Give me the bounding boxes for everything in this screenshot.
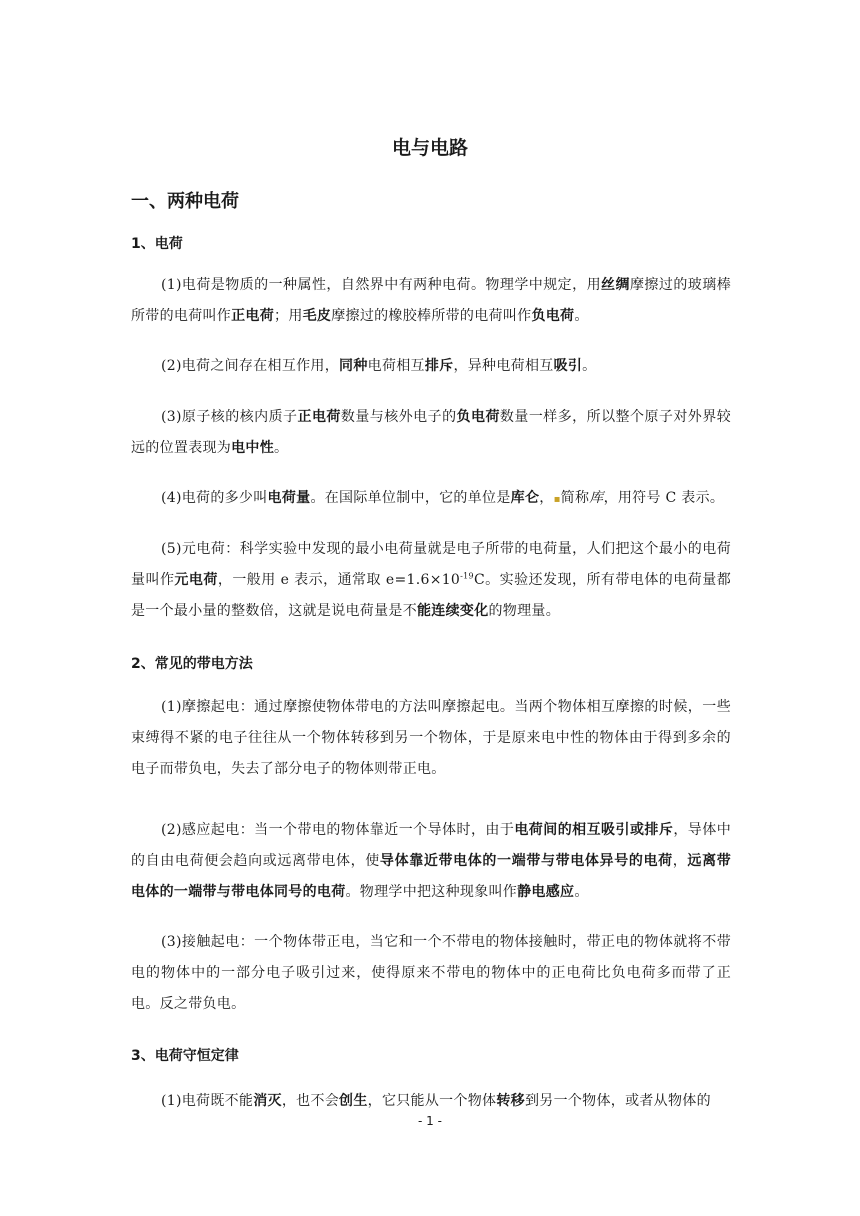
paragraph-charge-interaction bbox=[131, 351, 731, 382]
subsection-heading: 3、电荷守恒定律 bbox=[131, 1048, 239, 1064]
text: 。 bbox=[582, 358, 597, 374]
bold-term: 电中性 bbox=[231, 440, 275, 456]
bold-term: 电荷间的相互吸引或排斥 bbox=[514, 822, 674, 838]
bold-term: 正电荷 bbox=[297, 409, 341, 425]
text: C。实验还发现，所有带电体的电荷量都是一个最小量的整数倍，这就是说电荷量是不 bbox=[131, 572, 731, 619]
text: ，异种电荷相互 bbox=[453, 358, 554, 374]
bold-term: 吸引 bbox=[553, 358, 583, 374]
bold-term: 负电荷 bbox=[456, 409, 500, 425]
bold-term: 远离带电体的一端带与带电体同号的电荷 bbox=[131, 853, 732, 900]
text: ，一般用 e 表示，通常取 e=1.6×10 bbox=[217, 572, 461, 588]
text: 摩擦过的玻璃棒所带的电荷叫作 bbox=[131, 277, 731, 324]
text: (1)电荷既不能 bbox=[161, 1093, 254, 1109]
section-heading: 一、两种电荷 bbox=[131, 191, 239, 212]
bold-term: 正电荷 bbox=[231, 308, 275, 324]
subsection-heading: 2、常见的带电方法 bbox=[131, 656, 253, 672]
bold-term: 库仑 bbox=[510, 490, 540, 506]
bold-term: 静电感应 bbox=[517, 884, 575, 900]
text: (1)电荷是物质的一种属性，自然界中有两种电荷。物理学中规定，用 bbox=[161, 277, 602, 293]
paragraph-conservation bbox=[131, 1086, 731, 1117]
bold-term: 消灭 bbox=[253, 1093, 282, 1109]
text: 数量与核外电子的 bbox=[340, 409, 457, 425]
exponent: -19 bbox=[460, 571, 474, 581]
text: 简称 bbox=[560, 490, 590, 506]
bold-term: 负电荷 bbox=[531, 308, 575, 324]
text: 。物理学中把这种现象叫作 bbox=[345, 884, 518, 900]
text: (5)元电荷：科学实验中发现的最小电荷量就是电子所带的电荷量，人们把这个最小的电荷量叫作 bbox=[131, 541, 731, 588]
subsection-heading: 1、电荷 bbox=[131, 236, 183, 252]
paragraph-induction-charging bbox=[131, 815, 731, 908]
paragraph-charge-types bbox=[131, 270, 731, 332]
paragraph-elementary-charge bbox=[131, 534, 731, 627]
text: 到另一个物体，或者从物体的 bbox=[524, 1093, 711, 1109]
text: 的物理量。 bbox=[488, 603, 560, 619]
page-number: - 1 - bbox=[418, 1114, 442, 1128]
bold-term: 导体靠近带电体的一端带与带电体异号的电荷 bbox=[379, 853, 673, 869]
text: 摩擦过的橡胶棒所带的电荷叫作 bbox=[331, 308, 532, 324]
bold-term: 毛皮 bbox=[302, 308, 332, 324]
text: ，导体中的自由电荷便会趋向或远离带电体，使 bbox=[131, 822, 731, 869]
bold-term: 排斥 bbox=[424, 358, 454, 374]
text: (3)原子核的核内质子 bbox=[161, 409, 298, 425]
comment-marker-icon: ▪ bbox=[553, 494, 561, 505]
text: ，它只能从一个物体 bbox=[367, 1093, 497, 1109]
text: ；用 bbox=[274, 308, 303, 324]
text: ，也不会 bbox=[281, 1093, 340, 1109]
text: 。在国际单位制中，它的单位是 bbox=[310, 490, 511, 506]
text: (2)电荷之间存在相互作用， bbox=[161, 358, 340, 374]
bold-term: 能连续变化 bbox=[417, 603, 489, 619]
text: (4)电荷的多少叫 bbox=[161, 490, 268, 506]
bold-term: 创生 bbox=[339, 1093, 368, 1109]
text: 电荷相互 bbox=[367, 358, 425, 374]
text: 。 bbox=[274, 440, 289, 456]
text: (1)摩擦起电：通过摩擦使物体带电的方法叫摩擦起电。当两个物体相互摩擦的时候，一些束缚得不紧的电子往往从一个物体转移到另一个物体，于是原来电中性的物体由于得到多余的电子而带负电，失去了部分电子的物体则带正电。 bbox=[131, 699, 731, 777]
bold-term: 丝绸 bbox=[601, 277, 630, 293]
bold-term: 元电荷 bbox=[174, 572, 218, 588]
text: ， bbox=[672, 853, 688, 869]
paragraph-atom-neutral bbox=[131, 402, 731, 464]
text: 。 bbox=[574, 884, 589, 900]
italic-term: 库 bbox=[589, 490, 604, 506]
text: (2)感应起电：当一个带电的物体靠近一个导体时，由于 bbox=[161, 822, 515, 838]
paragraph-charge-quantity bbox=[131, 483, 731, 515]
bold-term: 同种 bbox=[339, 358, 368, 374]
text: 数量一样多，所以整个原子对外界较远的位置表现为 bbox=[131, 409, 732, 456]
text: (3)接触起电：一个物体带正电，当它和一个不带电的物体接触时，带正电的物体就将不带电的物体中的一部分电子吸引过来，使得原来不带电的物体中的正电荷比负电荷多而带了正电。反之带负电。 bbox=[131, 934, 731, 1012]
bold-term: 转移 bbox=[496, 1093, 525, 1109]
text: 。 bbox=[574, 308, 589, 324]
text: ， bbox=[539, 490, 554, 506]
bold-term: 电荷量 bbox=[267, 490, 311, 506]
document-title: 电与电路 bbox=[391, 137, 468, 159]
paragraph-contact-charging bbox=[131, 927, 731, 1020]
text: ，用符号 C 表示。 bbox=[603, 490, 725, 506]
paragraph-friction-charging bbox=[131, 692, 731, 785]
